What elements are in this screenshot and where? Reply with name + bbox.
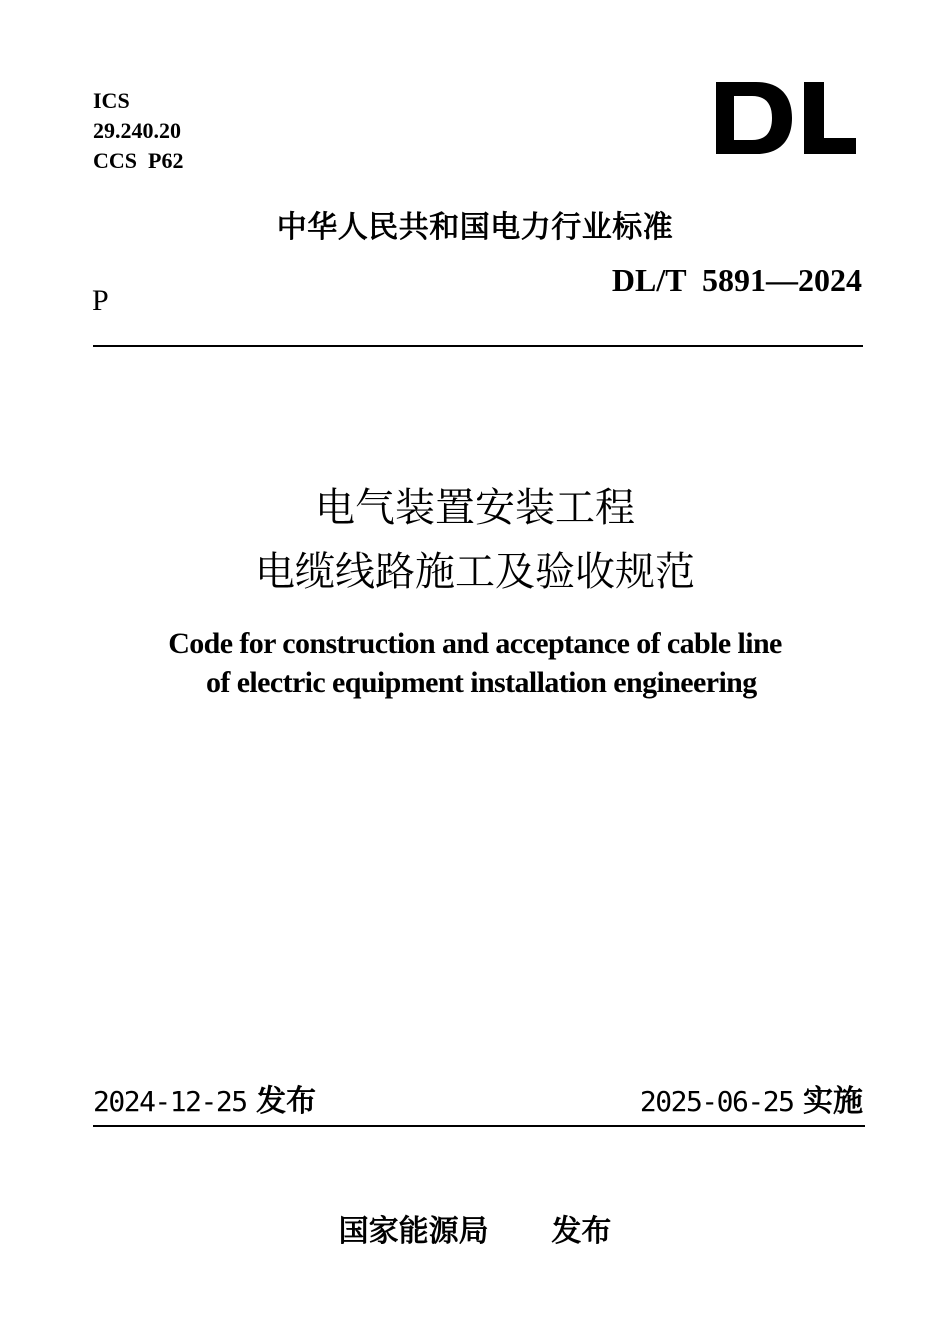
top-divider — [93, 345, 863, 347]
publish-label: 发布 — [551, 1214, 612, 1249]
publisher-name: 国家能源局 — [338, 1214, 489, 1249]
industry-standard-title: 中华人民共和国电力行业标准 — [276, 210, 674, 245]
dl-logo-letter-l — [804, 82, 856, 154]
dl-logo — [712, 72, 860, 164]
ics-label: ICS — [93, 88, 130, 113]
issue-label: 发布 — [256, 1084, 317, 1119]
classification-codes — [93, 86, 183, 176]
bottom-divider — [93, 1125, 865, 1127]
effective-date: 2025-06-25 — [639, 1085, 794, 1118]
english-title-line-2: of electric equipment installation engineering — [206, 666, 757, 699]
ccs-code: CCS P62 — [93, 148, 184, 173]
ics-code: 29.240.20 — [93, 118, 181, 143]
dl-logo-letter-d — [716, 82, 792, 154]
publisher-line — [0, 1206, 950, 1250]
issue-date: 2024-12-25 — [93, 1085, 247, 1118]
standard-number: DL/T 5891—2024 — [611, 262, 862, 298]
chinese-title-line-2: 电缆线路施工及验收规范 — [255, 549, 695, 595]
english-title-line-1: Code for construction and acceptance of cable line — [168, 627, 782, 660]
effective-date-block — [640, 1076, 863, 1120]
category-letter: P — [92, 284, 109, 317]
issue-date-block — [93, 1076, 316, 1120]
effective-label: 实施 — [803, 1084, 863, 1119]
chinese-title-line-1: 电气装置安装工程 — [315, 485, 635, 531]
